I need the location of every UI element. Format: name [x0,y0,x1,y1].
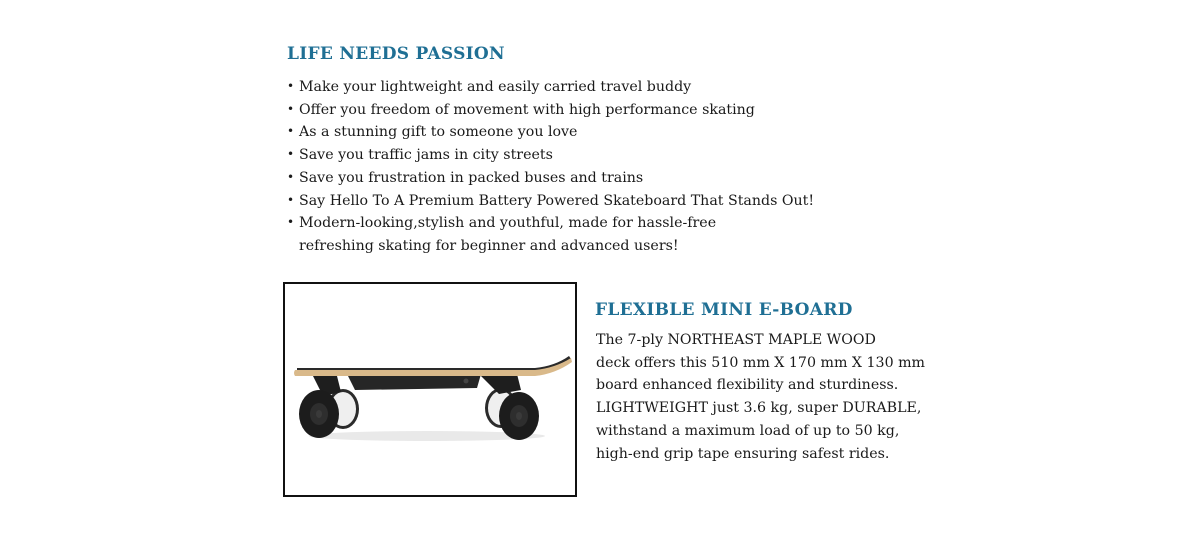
feature-list-item: • Modern-looking,stylish and youthful, made for hassle-free refreshing skating for beginner and advanced users! [287,212,779,257]
feature-list-item: • Make your lightweight and easily carried travel buddy [287,76,817,99]
description-line: deck offers this 510 mm X 170 mm X 130 mm [596,354,926,371]
feature-list-item: • Save you traffic jams in city streets [287,144,817,167]
description-line: LIGHTWEIGHT just 3.6 kg, super DURABLE, [596,400,922,417]
feature-list-item: • Save you frustration in packed buses and trains [287,167,817,190]
description-line: The 7-ply NORTHEAST MAPLE WOOD [596,332,876,348]
description-line: high-end grip tape ensuring safest rides. [596,445,890,462]
feature-list-item: • Offer you freedom of movement with high performance skating [287,99,817,122]
section-heading-life-needs-passion: LIFE NEEDS PASSION [287,44,505,64]
description-line: withstand a maximum load of up to 50 kg, [596,422,900,439]
feature-list-item: • As a stunning gift to someone you love [287,121,817,144]
board-description [596,329,946,465]
product-image-frame [283,282,577,497]
description-line: board enhanced flexibility and sturdiness. [596,377,899,394]
feature-list-item: • Say Hello To A Premium Battery Powered Skateboard That Stands Out! [287,190,817,213]
section-heading-flexible-mini-e-board: FLEXIBLE MINI E-BOARD [595,300,853,320]
electric-skateboard-image [285,284,575,495]
feature-list [287,76,817,258]
